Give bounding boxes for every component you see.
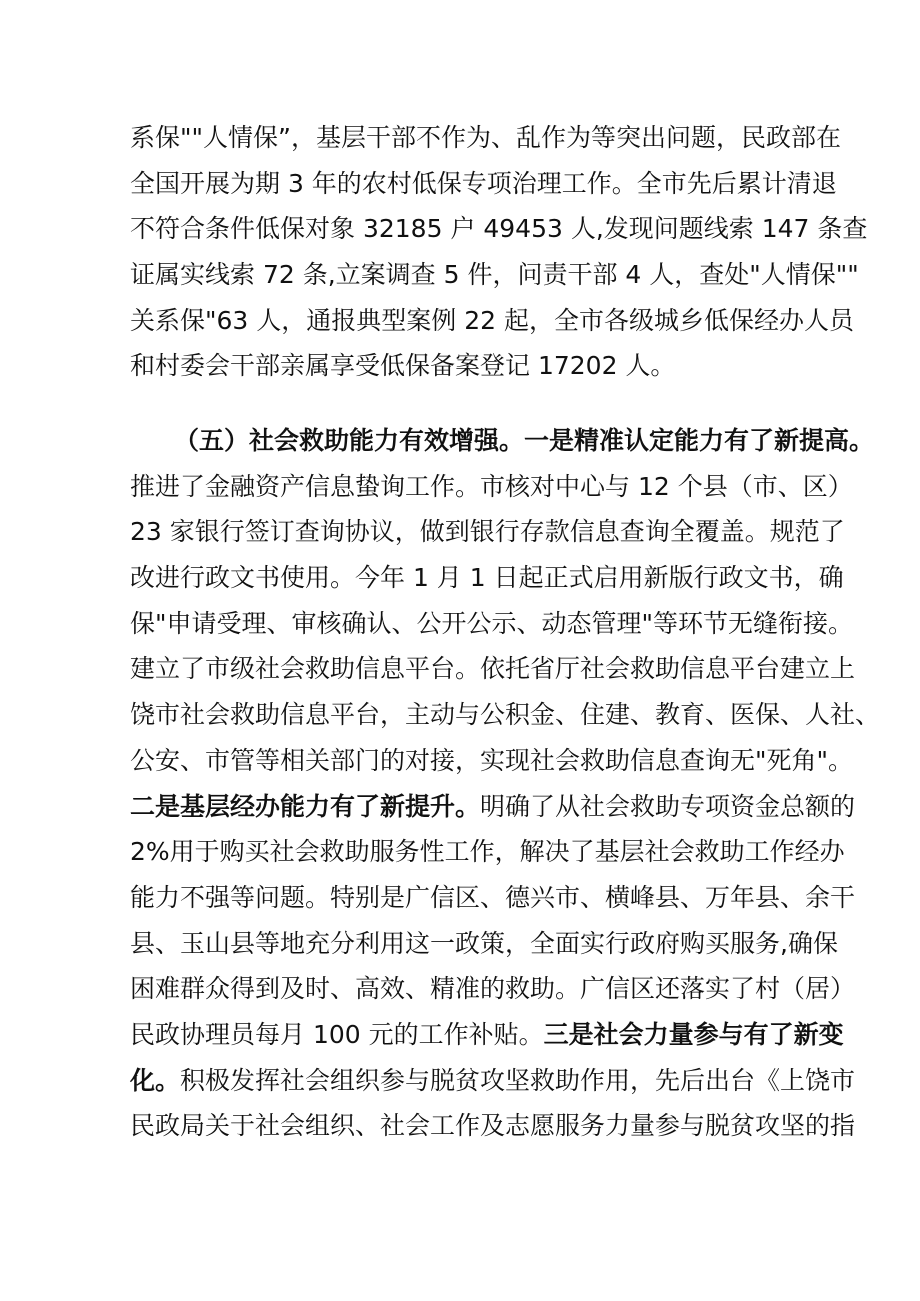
text-line: 23 家银行签订查询协议，做到银行存款信息查询全覆盖。规范了 [130, 517, 845, 547]
text-line: 建立了市级社会救助信息平台。依托省厅社会救助信息平台建立上 [130, 654, 856, 684]
text-line [130, 1012, 844, 1058]
text-line: 改进行政文书使用。今年 1 月 1 日起正式启用新版行政文书，确 [130, 563, 844, 593]
text-line: 全国开展为期 3 年的农村低保专项治理工作。全市先后累计清退 [130, 168, 837, 198]
text-line: 保"申请受理、审核确认、公开公示、动态管理"等环节无缝衔接。 [130, 608, 854, 638]
text-run: 积极发挥社会组织参与脱贫攻坚救助作用，先后出台《上饶市 [180, 1065, 856, 1095]
text-line: 推进了金融资产信息蛰询工作。市核对中心与 12 个县（市、区） [130, 471, 853, 501]
text-line: 饶市社会救助信息平台，主动与公积金、住建、教育、医保、人社、 [130, 700, 881, 730]
text-line: 困难群众得到及时、高效、精准的救助。广信区还落实了村（居） [130, 974, 856, 1004]
text-line: 证属实线索 72 条,立案调查 5 件，问责干部 4 人，查处"人情保"" [130, 260, 859, 290]
text-line [130, 1058, 856, 1104]
text-line [130, 784, 856, 830]
subheading-bold: 化。 [130, 1065, 181, 1095]
paragraph-social-assistance-capacity [130, 418, 881, 1149]
subheading-bold: 二是基层经办能力有了新提升。 [130, 791, 481, 821]
text-line: 2%用于购买社会救助服务性工作，解决了基层社会救助工作经办 [130, 837, 845, 867]
text-run: 民政协理员每月 100 元的工作补贴。 [130, 1019, 544, 1049]
text-line: 民政局关于社会组织、社会工作及志愿服务力量参与脱贫攻坚的指 [130, 1111, 856, 1141]
text-line: 公安、市管等相关部门的对接，实现社会救助信息查询无"死角"。 [130, 745, 854, 775]
paragraph-rural-subsistence-governance [130, 115, 868, 389]
text-line: 关系保"63 人，通报典型案例 22 起，全市各级城乡低保经办人员 [130, 305, 854, 335]
text-line: 不符合条件低保对象 32185 户 49453 人,发现问题线索 147 条查 [130, 214, 868, 244]
subheading-bold: 三是社会力量参与有了新变 [543, 1019, 844, 1049]
text-line: 和村委会干部亲属享受低保备案登记 17202 人。 [130, 351, 676, 381]
text-line: 能力不强等问题。特别是广信区、德兴市、横峰县、万年县、余干 [130, 882, 856, 912]
text-line: 系保""人情保”，基层干部不作为、乱作为等突出问题，民政部在 [130, 123, 841, 152]
text-run: 明确了从社会救助专项资金总额的 [480, 791, 856, 821]
text-line: 县、玉山县等地充分利用这一政策，全面实行政府购买服务,确保 [130, 928, 838, 958]
section-heading: （五）社会救助能力有效增强。一是精准认定能力有了新提高。 [174, 426, 875, 455]
